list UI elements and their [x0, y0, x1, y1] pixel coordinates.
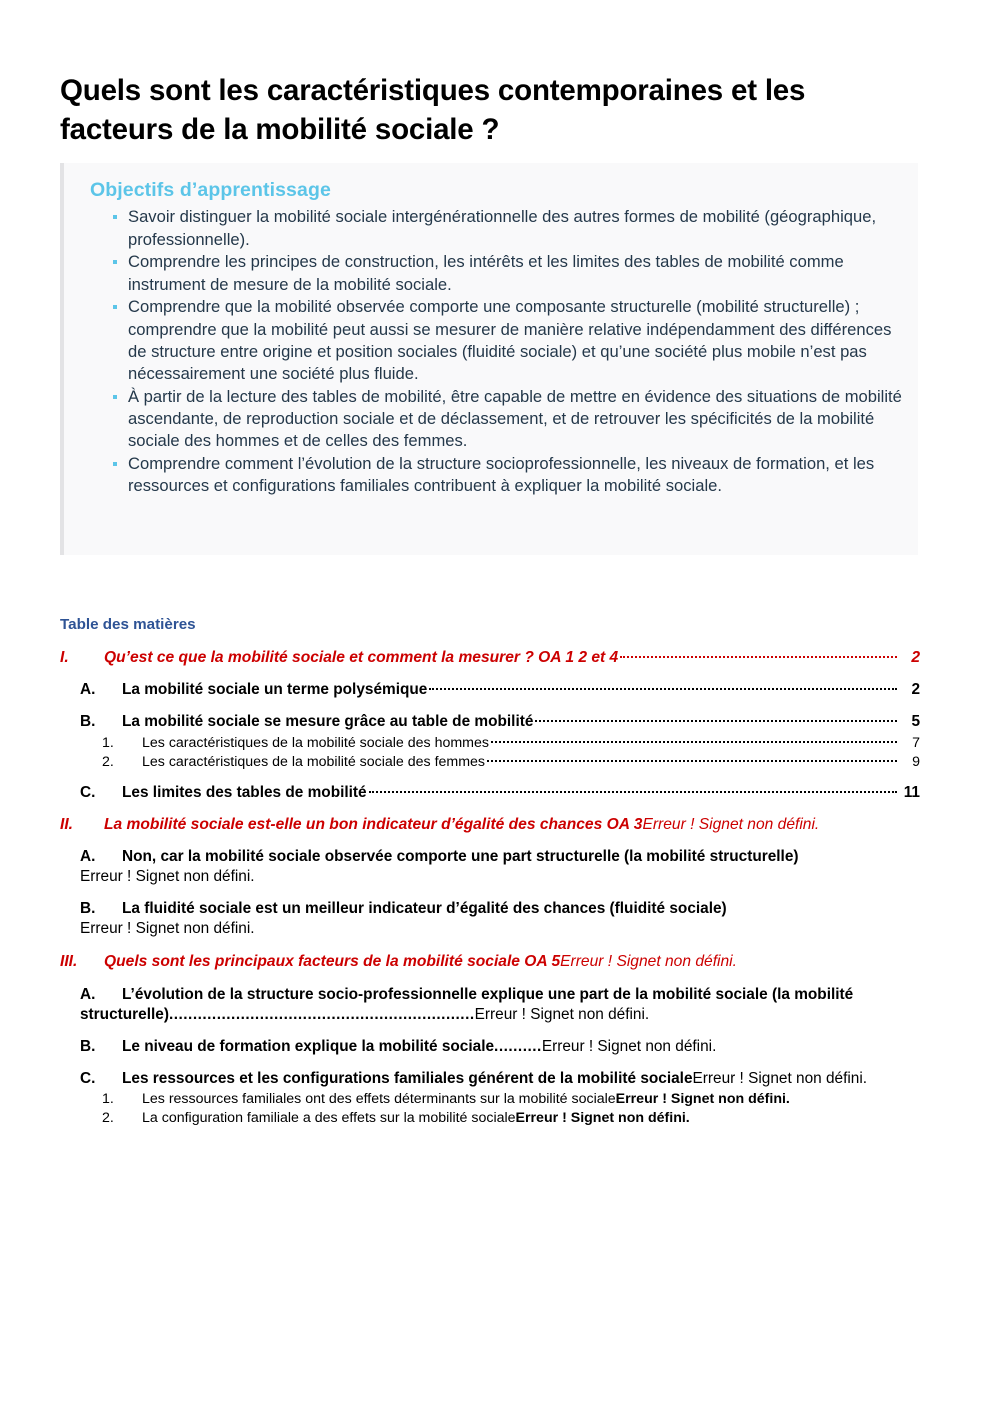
- toc-page-number: 2: [911, 680, 920, 698]
- toc-label: Non, car la mobilité sociale observée comporte une part structurelle (la mobilité structurelle): [122, 848, 799, 866]
- dot-leader: ................................................................: [168, 1005, 475, 1023]
- toc-entry-III-B[interactable]: [60, 1037, 920, 1057]
- objective-item: À partir de la lecture des tables de mobilité, être capable de mettre en évidence des situations de mobilité ascendante, de reproduction sociale et de déclassement, et de retrouver les spécificités de la mobilité sociale des hommes et de celles des femmes.: [112, 386, 904, 453]
- page-title: Quels sont les caractéristiques contemporaines et les facteurs de la mobilité sociale ?: [60, 73, 806, 146]
- toc-entry-II[interactable]: [60, 815, 920, 835]
- toc-bookmark-error: Erreur ! Signet non défini.: [692, 1069, 868, 1087]
- toc-heading: Table des matières: [60, 616, 196, 633]
- toc-label: Les limites des tables de mobilité: [122, 784, 367, 802]
- toc-bookmark-error: Erreur ! Signet non défini.: [560, 953, 737, 971]
- toc-label: La mobilité sociale est-elle un bon indicateur d’égalité des chances OA 3: [104, 816, 643, 834]
- toc-label: Les ressources familiales ont des effets déterminants sur la mobilité sociale: [142, 1090, 616, 1107]
- toc-entry-I-B-2[interactable]: [60, 752, 920, 770]
- toc-bookmark-error: Erreur ! Signet non défini.: [515, 1110, 690, 1127]
- toc-label: Qu’est ce que la mobilité sociale et comment la mesurer ? OA 1 2 et 4: [104, 648, 619, 666]
- toc-entry-I-C[interactable]: [60, 782, 920, 802]
- toc-number: 1.: [102, 734, 114, 751]
- toc-label: La configuration familiale a des effets sur la mobilité sociale: [142, 1110, 516, 1127]
- toc-entry-I[interactable]: [60, 646, 920, 667]
- toc-entry-III-C-1[interactable]: [60, 1090, 920, 1108]
- toc-bookmark-error: Erreur ! Signet non défini.: [642, 816, 820, 834]
- toc-entry-II-A[interactable]: [60, 847, 920, 887]
- toc-number: A.: [80, 680, 96, 698]
- toc-page-number: 7: [912, 734, 920, 751]
- learning-objectives-box: [60, 163, 918, 555]
- toc-entry-I-B[interactable]: [60, 711, 920, 731]
- objective-item: Savoir distinguer la mobilité sociale intergénérationnelle des autres formes de mobilité (géographique, professionnelle).: [112, 206, 904, 250]
- toc-label: Les caractéristiques de la mobilité sociale des femmes: [142, 753, 486, 770]
- dot-leader: ..........: [494, 1037, 542, 1055]
- objective-item: Comprendre que la mobilité observée comporte une composante structurelle (mobilité structurelle) ; comprendre que la mobilité peut aussi se mesurer de manière relative indépendamment des différences de structure entre origine et position sociales (fluidité sociale) et qu’une société plus mobile n’est pas nécessairement une société plus fluide.: [112, 296, 904, 385]
- toc-page-number: 2: [911, 648, 920, 666]
- toc-entry-I-A[interactable]: [60, 679, 920, 699]
- toc-label: Les ressources et les configurations familiales générent de la mobilité sociale: [122, 1069, 693, 1087]
- toc-entry-III-C[interactable]: [60, 1069, 920, 1089]
- objectives-heading: Objectifs d’apprentissage: [90, 179, 331, 201]
- dot-leader: [427, 679, 900, 694]
- toc-label: La mobilité sociale se mesure grâce au table de mobilité: [122, 713, 534, 731]
- toc-bookmark-error: Erreur ! Signet non défini.: [80, 920, 255, 938]
- toc-number: B.: [80, 713, 96, 731]
- toc-label: La fluidité sociale est un meilleur indicateur d’égalité des chances (fluidité sociale): [122, 900, 727, 918]
- toc-entry-III-A[interactable]: [60, 985, 920, 1025]
- dot-leader: [618, 646, 900, 662]
- toc-page-number: 9: [912, 753, 920, 770]
- toc-number: III.: [60, 953, 78, 971]
- toc-number: II.: [60, 816, 73, 834]
- toc-entry-III-C-2[interactable]: [60, 1109, 920, 1127]
- toc-number: 2.: [102, 1110, 114, 1127]
- toc-bookmark-error: Erreur ! Signet non défini.: [80, 868, 255, 886]
- toc-number: A.: [80, 848, 96, 866]
- toc-entry-III[interactable]: [60, 952, 920, 972]
- toc-page-number: 11: [903, 784, 920, 802]
- toc-entry-II-B[interactable]: [60, 899, 920, 939]
- toc-label: Le niveau de formation explique la mobilité sociale: [122, 1037, 495, 1055]
- dot-leader: [489, 732, 900, 746]
- toc-label: L’évolution de la structure socio-professionnelle explique une part de la mobilité sociale (la mobilité structurelle): [80, 985, 854, 1023]
- dot-leader: [533, 711, 900, 726]
- dot-leader: [367, 782, 900, 797]
- toc-number: 2.: [102, 753, 114, 770]
- toc-number: A.: [80, 985, 96, 1003]
- toc-entry-I-B-1[interactable]: [60, 732, 920, 750]
- objectives-list: [90, 206, 904, 497]
- toc-number: B.: [80, 900, 96, 918]
- toc-number: B.: [80, 1037, 96, 1055]
- toc-number: C.: [80, 784, 96, 802]
- toc-bookmark-error: Erreur ! Signet non défini.: [615, 1090, 790, 1107]
- dot-leader: [485, 752, 900, 766]
- toc-label: La mobilité sociale un terme polysémique: [122, 680, 428, 698]
- toc-bookmark-error: Erreur ! Signet non défini.: [541, 1037, 717, 1055]
- toc-label: Les caractéristiques de la mobilité sociale des hommes: [142, 734, 489, 751]
- toc-number: C.: [80, 1069, 96, 1087]
- toc-number: I.: [60, 648, 69, 666]
- table-of-contents: [60, 616, 920, 1128]
- toc-label: Quels sont les principaux facteurs de la mobilité sociale OA 5: [104, 953, 561, 971]
- toc-page-number: 5: [911, 713, 920, 731]
- toc-number: 1.: [102, 1090, 114, 1107]
- objective-item: Comprendre comment l’évolution de la structure socioprofessionnelle, les niveaux de formation, et les ressources et configurations familiales contribuent à expliquer la mobilité sociale.: [112, 453, 904, 497]
- toc-bookmark-error: Erreur ! Signet non défini.: [474, 1005, 650, 1023]
- objective-item: Comprendre les principes de construction, les intérêts et les limites des tables de mobilité comme instrument de mesure de la mobilité sociale.: [112, 251, 904, 295]
